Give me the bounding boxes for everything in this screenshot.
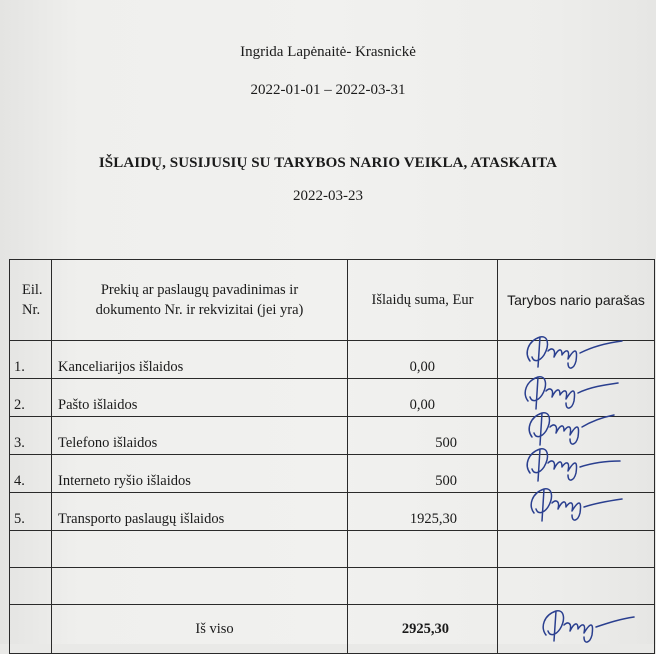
total-label: Iš viso [52,605,348,654]
row-item-name: Telefono išlaidos [52,417,348,455]
header-item-line2: dokumento Nr. ir rekvizitai (jei yra) [95,302,304,318]
report-date: 2022-03-23 [293,188,363,204]
row-number: 4. [10,455,52,493]
empty-row [10,531,655,568]
row-amount: 0,00 [348,379,498,417]
total-row [10,605,655,654]
handwritten-signature [518,479,628,527]
row-amount: 1925,30 [348,493,498,531]
row-signature-cell [498,493,655,531]
header-number [10,260,52,341]
author-name: Ingrida Lapėnaitė- Krasnickė [240,44,416,60]
report-period: 2022-01-01 – 2022-03-31 [250,82,406,98]
total-amount: 2925,30 [348,605,498,654]
header-item-line1: Prekių ar paslaugų pavadinimas ir [100,282,299,298]
row-number: 5. [10,493,52,531]
row-number: 3. [10,417,52,455]
header-item-name [52,260,348,341]
row-number: 1. [10,341,52,379]
total-signature-cell [498,605,655,654]
header-number-line1: Eil. [22,282,43,298]
empty-row [10,568,655,605]
header-amount: Išlaidų suma, Eur [348,260,498,341]
row-amount: 0,00 [348,341,498,379]
report-title: IŠLAIDŲ, SUSIJUSIŲ SU TARYBOS NARIO VEIKLA, ATASKAITA [98,155,558,171]
row-item-name: Interneto ryšio išlaidos [52,455,348,493]
handwritten-signature [534,601,644,649]
header-number-line2: Nr. [22,302,41,318]
row-item-name: Kanceliarijos išlaidos [52,341,348,379]
row-amount: 500 [348,417,498,455]
row-item-name: Pašto išlaidos [52,379,348,417]
row-number: 2. [10,379,52,417]
expense-table [9,259,655,654]
row-item-name: Transporto paslaugų išlaidos [52,493,348,531]
header-signature: Tarybos nario parašas [498,260,655,341]
row-amount: 500 [348,455,498,493]
table-row [10,493,655,531]
